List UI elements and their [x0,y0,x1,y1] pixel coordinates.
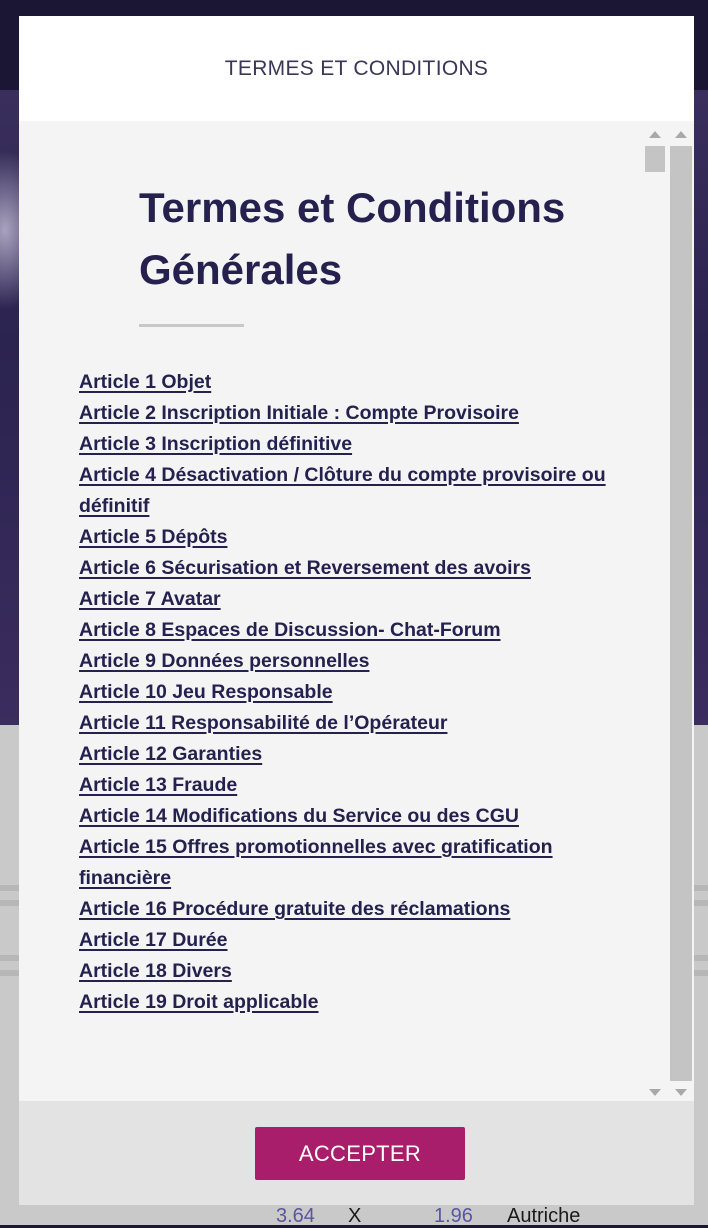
toc-link-article-1[interactable]: Article 1 Objet [79,371,212,393]
toc-link-article-13[interactable]: Article 13 Fraude [79,774,238,796]
toc-link-article-18[interactable]: Article 18 Divers [79,960,232,982]
toc-link-article-16[interactable]: Article 16 Procédure gratuite des réclamations [79,898,511,920]
toc-link-article-11[interactable]: Article 11 Responsabilité de l’Opérateur [79,712,448,734]
inner-scrollbar[interactable] [644,126,666,1096]
modal-scroll-content[interactable] [19,121,694,1101]
scroll-down-arrow-icon[interactable] [675,1089,687,1096]
toc-link-article-5[interactable]: Article 5 Dépôts [79,526,228,548]
toc-link-article-6[interactable]: Article 6 Sécurisation et Reversement des avoirs [79,557,531,579]
scroll-up-arrow-icon[interactable] [649,131,661,138]
toc-item [79,677,639,708]
outer-scrollbar[interactable] [670,126,692,1096]
table-of-contents [79,367,639,1018]
toc-link-article-2[interactable]: Article 2 Inscription Initiale : Compte Provisoire [79,402,519,424]
accept-button[interactable]: ACCEPTER [255,1127,465,1180]
toc-link-article-10[interactable]: Article 10 Jeu Responsable [79,681,333,703]
toc-link-article-9[interactable]: Article 9 Données personnelles [79,650,370,672]
toc-item [79,460,639,522]
toc-item [79,894,639,925]
toc-item [79,615,639,646]
toc-link-article-8[interactable]: Article 8 Espaces de Discussion- Chat-Forum [79,619,501,641]
toc-link-article-4[interactable]: Article 4 Désactivation / Clôture du compte provisoire ou définitif [79,464,606,517]
toc-link-article-12[interactable]: Article 12 Garanties [79,743,263,765]
scrollbar-track[interactable] [644,146,666,1081]
toc-item [79,522,639,553]
toc-item [79,739,639,770]
toc-link-article-7[interactable]: Article 7 Avatar [79,588,221,610]
toc-item [79,398,639,429]
toc-item [79,584,639,615]
title-divider [139,324,244,327]
toc-item [79,770,639,801]
toc-link-article-15[interactable]: Article 15 Offres promotionnelles avec gratification financière [79,836,553,889]
background-odd: 1.96 [434,1205,473,1227]
background-odd: 3.64 [276,1205,315,1227]
toc-link-article-14[interactable]: Article 14 Modifications du Service ou des CGU [79,805,519,827]
background-team-name: Autriche [507,1205,581,1227]
document-title: Termes et Conditions Générales [139,184,566,293]
toc-link-article-17[interactable]: Article 17 Durée [79,929,228,951]
toc-item [79,429,639,460]
toc-link-article-19[interactable]: Article 19 Droit applicable [79,991,319,1013]
toc-item [79,553,639,584]
toc-link-article-3[interactable]: Article 3 Inscription définitive [79,433,353,455]
toc-item [79,801,639,832]
toc-item [79,367,639,398]
scroll-down-arrow-icon[interactable] [649,1089,661,1096]
modal-header [19,16,694,121]
toc-item [79,832,639,894]
toc-item [79,646,639,677]
background-draw-label: X [348,1205,362,1227]
scroll-up-arrow-icon[interactable] [675,131,687,138]
toc-item [79,708,639,739]
modal-title: TERMES ET CONDITIONS [224,56,489,80]
scrollbar-thumb[interactable] [670,146,692,1081]
scrollbar-thumb[interactable] [645,146,665,172]
toc-item [79,987,639,1018]
toc-item [79,956,639,987]
toc-item [79,925,639,956]
terms-modal [19,16,694,1205]
modal-footer [19,1101,694,1205]
